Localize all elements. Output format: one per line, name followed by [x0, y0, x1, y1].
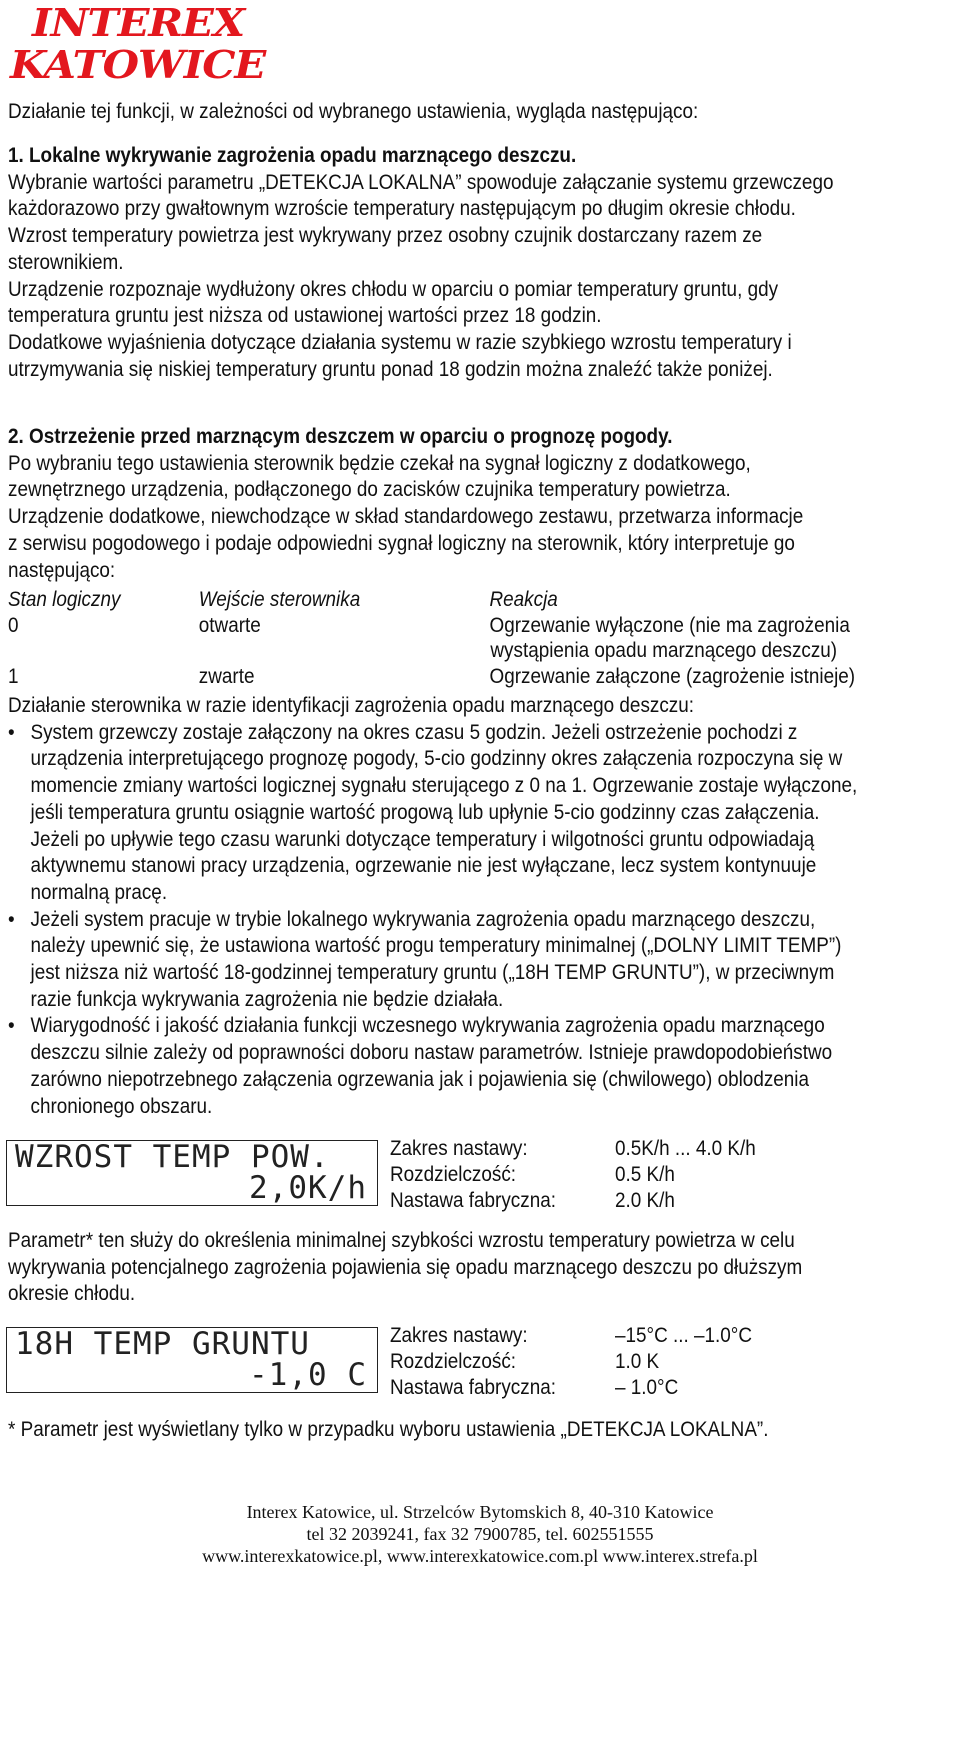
text-line: deszczu silnie zależy od poprawności doboru nastaw parametrów. Istnieje prawdopodobieństwo: [30, 1041, 833, 1065]
text-line: Urządzenie rozpoznaje wydłużony okres chłodu w oparciu o pomiar temperatury gruntu, gdy: [8, 277, 779, 301]
param1-description: [8, 1228, 802, 1308]
text-line: Dodatkowe wyjaśnienia dotyczące działania systemu w razie szybkiego wzrostu temperatury i: [8, 330, 792, 354]
cell-reaction: Ogrzewanie załączone (zagrożenie istnieje): [489, 664, 856, 688]
footnote-text: * Parametr jest wyświetlany tylko w przypadku wyboru ustawienia „DETEKCJA LOKALNA”.: [8, 1418, 769, 1441]
label-range: Zakres nastawy:: [390, 1137, 528, 1160]
section-2-heading: 2. Ostrzeżenie przed marznącym deszczem w oparciu o prognozę pogody.: [8, 425, 673, 448]
table-row: [8, 664, 908, 690]
text-line: następująco:: [8, 558, 116, 582]
footnote: [8, 1417, 768, 1444]
value-range: 0.5K/h ... 4.0 K/h: [615, 1137, 756, 1160]
cell-input: zwarte: [198, 664, 255, 688]
lcd-display-wzrost: [6, 1140, 378, 1206]
intro-line: Działanie tej funkcji, w zależności od wybranego ustawienia, wygląda następująco:: [8, 100, 699, 123]
text-line: Wiarygodność i jakość działania funkcji wczesnego wykrywania zagrożenia opadu marznącego: [30, 1014, 825, 1038]
label-resolution: Rozdzielczość:: [390, 1163, 517, 1186]
text-line: temperatura gruntu jest niższa od ustawionej wartości przez 18 godzin.: [8, 304, 602, 328]
text-line: chronionego obszaru.: [30, 1094, 213, 1118]
text-line: System grzewczy zostaje załączony na okres czasu 5 godzin. Jeżeli ostrzeżenie pochodzi z: [30, 720, 798, 744]
label-factory: Nastawa fabryczna:: [390, 1189, 556, 1212]
text-line: utrzymywania się niskiej temperatury gruntu ponad 18 godzin można znaleźć także poniżej.: [8, 357, 773, 381]
cell-input: otwarte: [198, 613, 261, 637]
label-factory: Nastawa fabryczna:: [390, 1376, 556, 1399]
table-header: [8, 587, 908, 613]
footer-phone: tel 32 2039241, fax 32 7900785, tel. 602551555: [306, 1524, 654, 1544]
value-factory: – 1.0°C: [615, 1376, 679, 1399]
reaction-line: Ogrzewanie wyłączone (nie ma zagrożenia: [489, 613, 850, 637]
text-line: Jeżeli system pracuje w trybie lokalnego wykrywania zagrożenia opadu marznącego deszczu,: [30, 907, 816, 931]
table-row: [8, 613, 908, 664]
action-intro: Działanie sterownika w razie identyfikacji zagrożenia opadu marznącego deszczu:: [8, 694, 695, 717]
text-line: zarówno niepotrzebnego załączenia ogrzewania jak i pojawienia się (chwilowego) oblodzenia: [30, 1067, 810, 1091]
header-state: Stan logiczny: [8, 588, 121, 611]
text-line: wykrywania potencjalnego zagrożenia pojawienia się opadu marznącego deszczu po dłuższym: [8, 1255, 803, 1279]
footer-websites: www.interexkatowice.pl, www.interexkatowice.com.pl www.interex.strefa.pl: [202, 1546, 758, 1566]
cell-state: 1: [8, 664, 19, 688]
text-line: Po wybraniu tego ustawienia sterownik będzie czekał na sygnał logiczny z dodatkowego,: [8, 451, 751, 475]
cell-state: 0: [8, 613, 19, 637]
value-resolution: 1.0 K: [615, 1350, 660, 1373]
value-factory: 2.0 K/h: [615, 1189, 675, 1212]
footer-address: Interex Katowice, ul. Strzelców Bytomskich 8, 40-310 Katowice: [246, 1502, 714, 1522]
text-line: urządzenia interpretującego prognozę pogody, 5-cio godzinny okres załączenia rozpoczyna się w: [30, 747, 843, 771]
logo-line-1: INTEREX: [32, 0, 245, 45]
cell-reaction: [490, 613, 850, 664]
label-resolution: Rozdzielczość:: [390, 1350, 517, 1373]
text-line: Wzrost temperatury powietrza jest wykrywany przez osobny czujnik dostarczany razem ze: [8, 224, 763, 248]
value-range: –15°C ... –1.0°C: [615, 1324, 752, 1347]
text-line: Jeżeli po upływie tego czasu warunki dotyczące temperatury i wilgotności gruntu odpowiadają: [30, 827, 815, 851]
value-resolution: 0.5 K/h: [615, 1163, 675, 1186]
param1-labels: [390, 1136, 556, 1214]
section-1: [8, 143, 833, 383]
action-section: [8, 693, 857, 1120]
logic-table: [8, 587, 908, 690]
text-line: Parametr* ten służy do określenia minimalnej szybkości wzrostu temperatury powietrza w celu: [8, 1229, 795, 1252]
text-line: razie funkcja wykrywania zagrożenia nie będzie działała.: [30, 987, 504, 1011]
text-line: jest niższa niż wartość 18-godzinnej temperatury gruntu („18H TEMP GRUNTU”), w przeciwnym: [30, 961, 835, 985]
header-input: Wejście sterownika: [198, 588, 361, 611]
text-line: normalną pracę.: [30, 880, 168, 904]
bullet-item: [8, 720, 857, 907]
intro-text: [8, 99, 698, 126]
bullet-item: [8, 1013, 857, 1120]
lcd-display-grunt: [6, 1327, 378, 1393]
bullet-item: [8, 907, 857, 1014]
lcd-line-1: WZROST TEMP POW.: [15, 1139, 330, 1175]
section-2: [8, 424, 803, 584]
lcd-line-2: 2,0K/h: [249, 1170, 367, 1206]
header-reaction: Reakcja: [489, 588, 558, 611]
text-line: należy upewnić się, że ustawiona wartość progu temperatury minimalnej („DOLNY LIMIT TEMP”): [30, 934, 842, 958]
label-range: Zakres nastawy:: [390, 1324, 528, 1347]
bullet-icon: •: [8, 720, 15, 744]
param1-values: [615, 1136, 756, 1214]
text-line: zewnętrznego urządzenia, podłączonego do zacisków czujnika temperatury powietrza.: [8, 478, 731, 502]
section-1-heading: 1. Lokalne wykrywanie zagrożenia opadu marznącego deszczu.: [8, 144, 577, 167]
text-line: jeśli temperatura gruntu osiągnie wartość progową lub upłynie 5-cio godzinny czas załączenia.: [30, 800, 820, 824]
bullet-icon: •: [8, 1014, 15, 1038]
logo-line-2: KATOWICE: [10, 42, 266, 87]
text-line: Urządzenie dodatkowe, niewchodzące w skład standardowego zestawu, przetwarza informacje: [8, 505, 804, 529]
lcd-line-1: 18H TEMP GRUNTU: [15, 1326, 310, 1362]
text-line: aktywnemu stanowi pracy urządzenia, ogrzewanie nie jest wyłączane, lecz system kontynuuje: [30, 854, 817, 878]
reaction-line: wystąpienia opadu marznącego deszczu): [490, 639, 838, 662]
page-footer: [0, 1501, 960, 1567]
text-line: z serwisu pogodowego i podaje odpowiedni sygnał logiczny na sterownik, który interpretuje go: [8, 531, 795, 555]
company-logo: [10, 2, 265, 86]
lcd-line-2: -1,0 C: [249, 1357, 367, 1393]
text-line: każdorazowo przy gwałtownym wzroście temperatury następującym po długim okresie chłodu.: [8, 197, 796, 221]
param2-labels: [390, 1323, 556, 1401]
bullet-icon: •: [8, 907, 15, 931]
text-line: Wybranie wartości parametru „DETEKCJA LOKALNA” spowoduje załączanie systemu grzewczego: [8, 170, 834, 194]
text-line: okresie chłodu.: [8, 1282, 136, 1306]
text-line: sterownikiem.: [8, 250, 124, 274]
text-line: momencie zmiany wartości logicznej sygnału sterującego z 0 na 1. Ogrzewanie zostaje wyłączone,: [30, 774, 858, 798]
param2-values: [615, 1323, 752, 1401]
